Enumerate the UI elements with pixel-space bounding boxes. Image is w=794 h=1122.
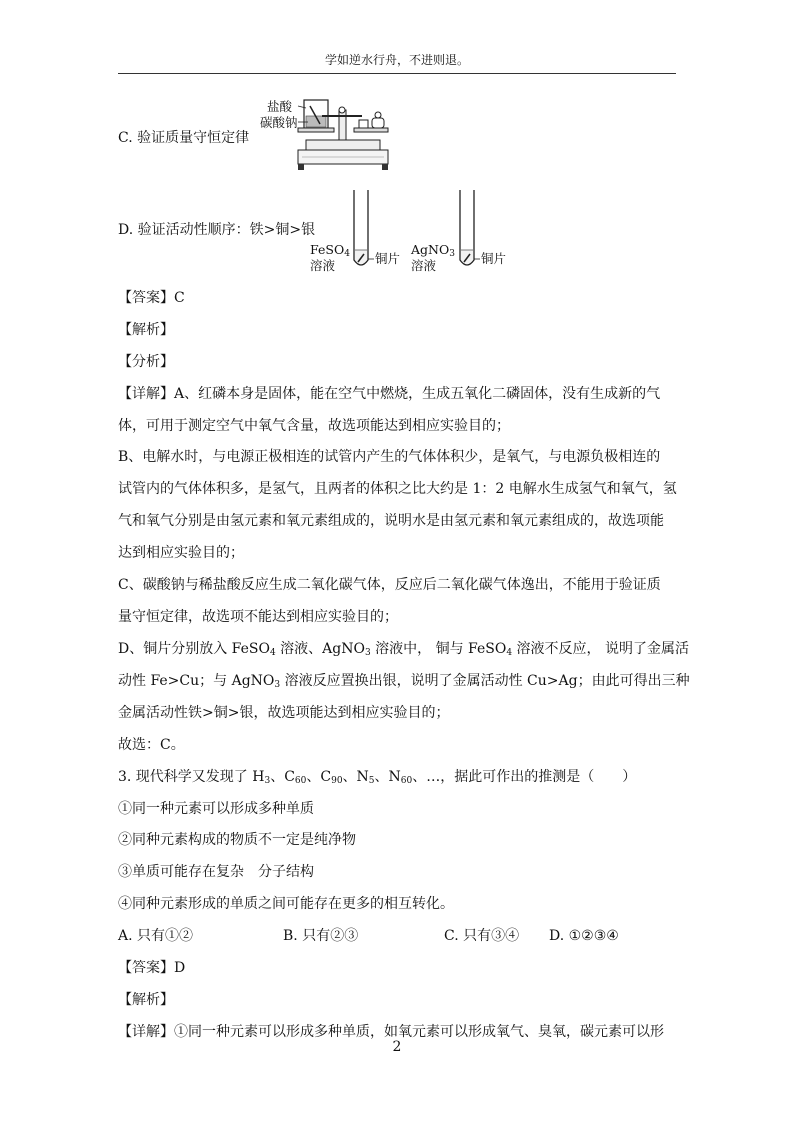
q2-fenxi-heading: 【分析】	[118, 354, 174, 370]
q3-option-b: B. 只有②③	[283, 928, 359, 944]
q3-option-c: C. 只有③④	[444, 928, 520, 944]
q2-analysis-heading: 【解析】	[118, 322, 174, 338]
d1-sub-1: 4	[269, 648, 276, 658]
tube2-metal-label: 铜片	[481, 251, 507, 266]
q3-stem-b: 、C	[270, 769, 295, 785]
q3-stem-a: 3. 现代科学又发现了 H	[118, 769, 265, 785]
q2-answer: 【答案】C	[118, 290, 185, 306]
q2-d-line-2	[118, 671, 690, 695]
q3-detail: 【详解】①同一种元素可以形成多种单质，如氧元素可以形成氧气、臭氧，碳元素可以形	[118, 1024, 664, 1040]
q2-d-line-3: 金属活动性铁>铜>银，故选项能达到相应实验目的；	[118, 705, 450, 721]
tube2-formula: AgNO	[411, 242, 450, 257]
q2-detail-line-1: 【详解】A、红磷本身是固体，能在空气中燃烧，生成五氧化二磷固体，没有生成新的气	[118, 386, 661, 402]
q3-sub-2: 60	[294, 776, 307, 786]
q3-option-d: D. ①②③④	[549, 928, 619, 944]
q2-b-line-2: 试管内的气体体积多，是氢气，且两者的体积之比大约是 1：2 电解水生成氢气和氧气，氢	[118, 481, 677, 497]
d1-sub-2: 3	[364, 648, 371, 658]
balance-figure	[262, 94, 402, 174]
label-acid: 盐酸	[267, 99, 293, 114]
tube1-formula: FeSO	[310, 242, 345, 257]
q2-d-line-1	[118, 639, 689, 663]
test-tube-figure	[310, 188, 520, 278]
q3-answer: 【答案】D	[118, 960, 186, 976]
q3-stem-e: 、N	[374, 769, 401, 785]
d1-text-c: 溶液中， 铜与 FeSO	[370, 641, 507, 657]
q2-detail-line-2: 体，可用于测定空气中氧气含量，故选项能达到相应实验目的；	[118, 418, 510, 434]
page-number: 2	[392, 1039, 402, 1055]
tube1-solution-word: 溶液	[310, 258, 336, 273]
d1-text-b: 溶液、AgNO	[275, 641, 365, 657]
label-carbonate: 碳酸钠	[260, 115, 298, 130]
q3-sub-4: 5	[368, 776, 375, 786]
q3-option-a: A. 只有①②	[118, 928, 194, 944]
balance-illustration	[262, 94, 402, 174]
tube1-subscript: 4	[344, 249, 350, 259]
tube1-metal-label: 铜片	[375, 251, 401, 266]
q2-b-line-1: B、电解水时，与电源正极相连的试管内产生的气体体积少，是氧气，与电源负极相连的	[118, 449, 661, 465]
d1-text-a: D、铜片分别放入 FeSO	[118, 641, 270, 657]
q2-choice: 故选：C。	[118, 737, 185, 753]
q3-analysis-heading: 【解析】	[118, 992, 174, 1008]
q2-b-line-3: 气和氧气分别是由氢元素和氧元素组成的，说明水是由氢元素和氧元素组成的，故选项能	[118, 513, 664, 529]
q2-c-line-2: 量守恒定律，故选项不能达到相应实验目的；	[118, 609, 398, 625]
d2-text-b: 溶液反应置换出银，说明了金属活动性 Cu>Ag；由此可得出三种	[280, 673, 690, 689]
q3-stem-f: 、…，据此可作出的推测是（ ）	[412, 769, 637, 785]
header-rule	[118, 73, 676, 74]
q3-item-4: ④同种元素形成的单质之间可能存在更多的相互转化。	[118, 896, 454, 912]
q3-item-1: ①同一种元素可以形成多种单质	[118, 801, 314, 817]
tube2-subscript: 3	[449, 249, 455, 259]
q3-item-3: ③单质可能存在复杂 分子结构	[118, 864, 314, 880]
option-c-text: C. 验证质量守恒定律	[118, 130, 250, 146]
option-d-text: D. 验证活动性顺序：铁>铜>银	[118, 222, 316, 238]
q3-sub-1: 3	[264, 776, 271, 786]
page-header-motto: 学如逆水行舟，不进则退。	[324, 53, 469, 67]
q3-sub-5: 60	[400, 776, 413, 786]
q3-item-2: ②同种元素构成的物质不一定是纯净物	[118, 832, 356, 848]
tube2-solution-word: 溶液	[411, 258, 437, 273]
q2-b-line-4: 达到相应实验目的；	[118, 545, 244, 561]
q2-c-line-1: C、碳酸钠与稀盐酸反应生成二氧化碳气体，反应后二氧化碳气体逸出，不能用于验证质	[118, 577, 661, 593]
q3-stem-d: 、N	[342, 769, 369, 785]
q3-stem	[118, 767, 636, 791]
q3-stem-c: 、C	[306, 769, 332, 785]
d1-sub-3: 4	[506, 648, 513, 658]
d1-text-d: 溶液不反应， 说明了金属活	[512, 641, 689, 657]
q3-options	[118, 926, 619, 946]
d2-text-a: 动性 Fe>Cu；与 AgNO	[118, 673, 275, 689]
d2-sub: 3	[274, 680, 281, 690]
q3-sub-3: 90	[331, 776, 343, 786]
